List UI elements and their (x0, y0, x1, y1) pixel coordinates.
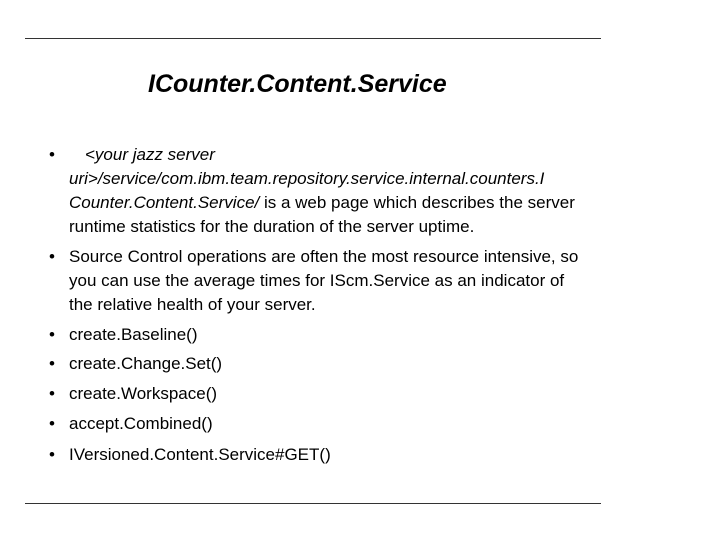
bullet-dot: • (49, 414, 55, 433)
bottom-divider (25, 503, 601, 504)
bullet-text: create.Change.Set() (69, 354, 223, 373)
bullet-text: create.Baseline() (69, 325, 198, 344)
top-divider (25, 38, 601, 39)
bullet-text (69, 143, 589, 239)
bullet-dot: • (49, 247, 55, 266)
bullet-dot: • (49, 384, 55, 403)
bullet-text: Source Control operations are often the most resource intensive, so you can use the average times for IScm.Service as an indicator of the relative health of your server. (69, 247, 579, 314)
bullet-text: IVersioned.Content.Service#GET() (69, 445, 331, 464)
bullet-description: is a web page which describes the server runtime statistics for the duration of the server uptime. (69, 193, 575, 236)
bullet-text: create.Workspace() (69, 384, 218, 403)
url-line-1: <your jazz server (85, 145, 215, 164)
url-line-3: Counter.Content.Service/ (69, 193, 260, 212)
bullet-text: accept.Combined() (69, 414, 213, 433)
bullet-dot: • (49, 445, 55, 464)
bullet-dot: • (49, 145, 55, 164)
bullet-dot: • (49, 354, 55, 373)
slide-title: ICounter.Content.Service (148, 70, 447, 98)
bullet-dot: • (49, 325, 55, 344)
url-line-2: uri>/service/com.ibm.team.repository.service.internal.counters.I (69, 169, 545, 188)
